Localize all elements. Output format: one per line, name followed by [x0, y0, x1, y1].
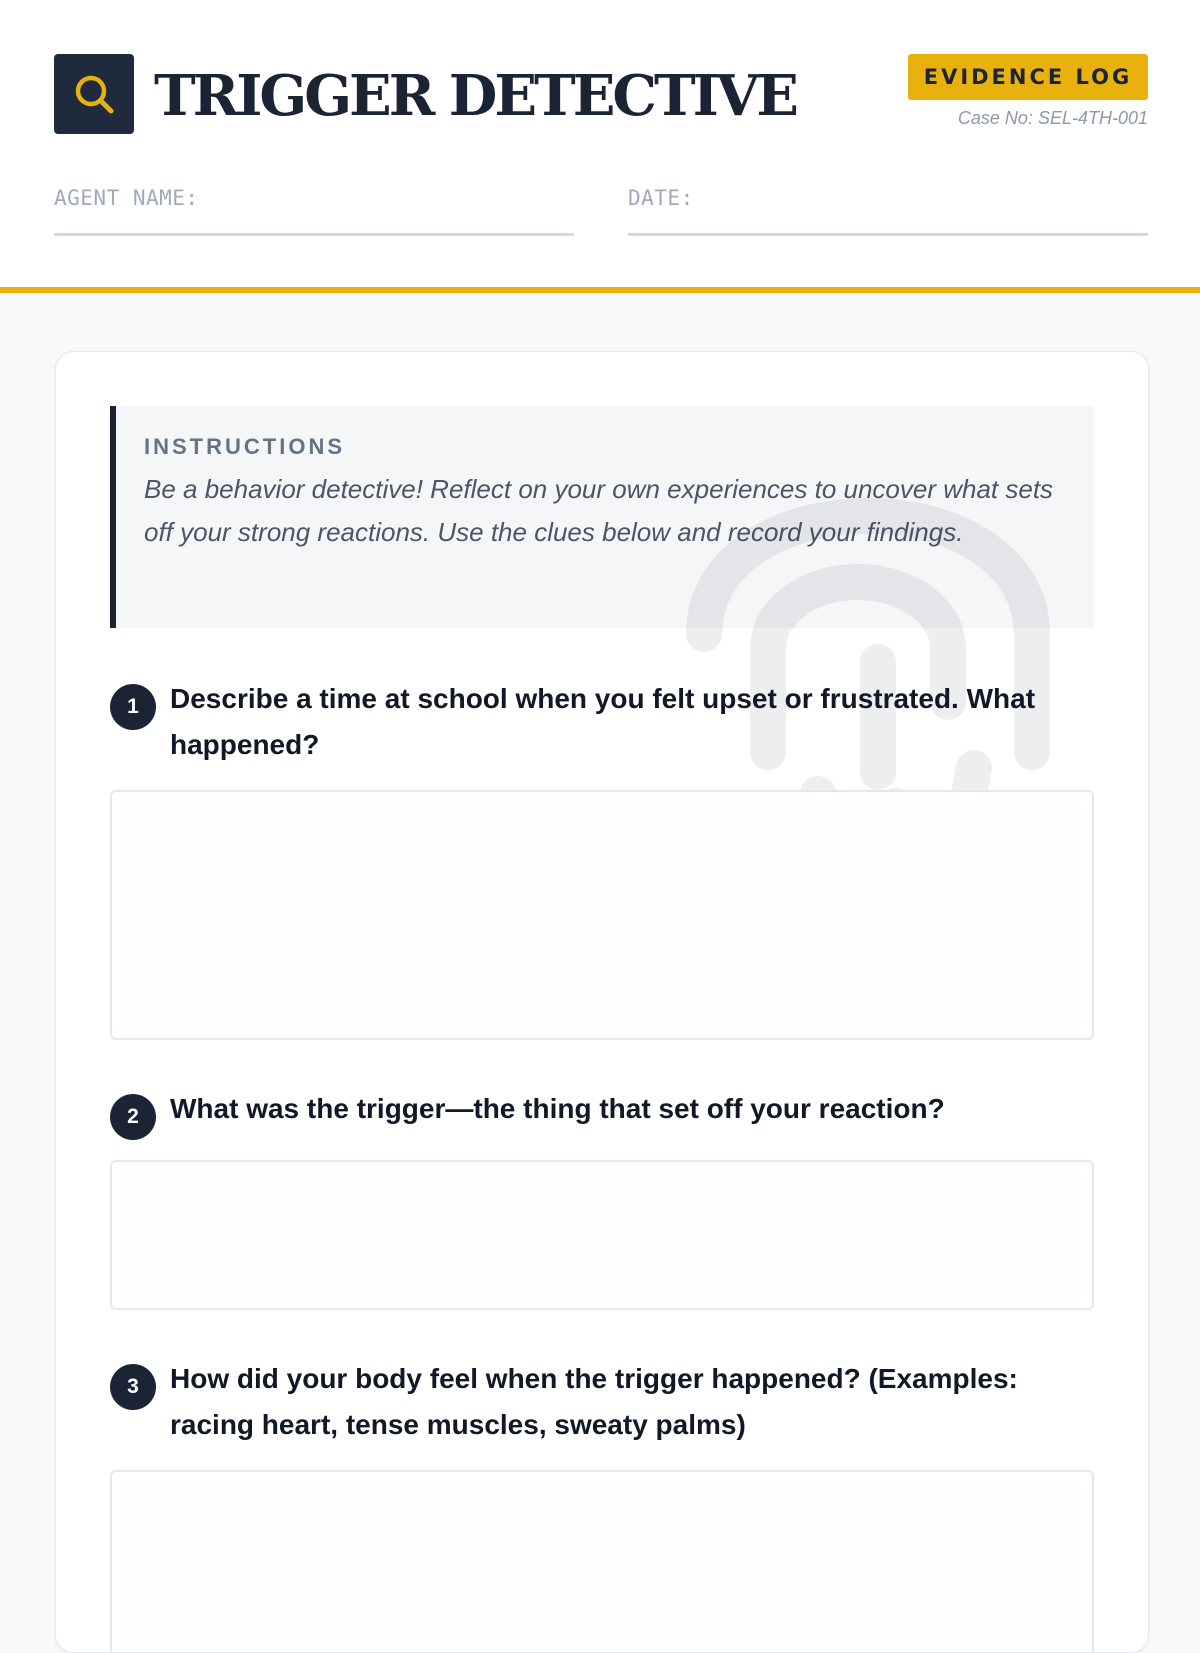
- agent-name-label: AGENT NAME:: [54, 186, 199, 210]
- question-number-2: 2: [110, 1094, 156, 1140]
- question-text-2: What was the trigger—the thing that set off your reaction?: [170, 1093, 945, 1124]
- answer-box-2[interactable]: [110, 1160, 1094, 1310]
- date-label: DATE:: [628, 186, 694, 210]
- date-field[interactable]: [628, 186, 1148, 236]
- page-title: TRIGGER DETECTIVE: [154, 63, 796, 129]
- question-number-1: 1: [110, 684, 156, 730]
- evidence-log-badge: EVIDENCE LOG: [908, 54, 1148, 100]
- case-number: Case No: SEL-4TH-001: [957, 108, 1148, 128]
- instructions-text: Be a behavior detective! Reflect on your own experiences to uncover what sets off your strong reactions. Use the clues below and record your findings.: [144, 474, 1054, 547]
- answer-box-3[interactable]: [110, 1470, 1094, 1653]
- logo-badge: [54, 54, 134, 134]
- answer-box-1[interactable]: [110, 790, 1094, 1040]
- instructions-box: [110, 406, 1094, 628]
- instructions-title: INSTRUCTIONS: [144, 434, 345, 459]
- worksheet-card: [55, 351, 1149, 1653]
- question-number-3: 3: [110, 1364, 156, 1410]
- question-text-3: How did your body feel when the trigger happened? (Examples: racing heart, tense muscles, sweaty palms): [170, 1363, 1018, 1440]
- magnifier-icon: [70, 70, 118, 118]
- question-text-1: Describe a time at school when you felt upset or frustrated. What happened?: [170, 683, 1036, 760]
- agent-name-field[interactable]: [54, 186, 574, 236]
- page-header: [0, 0, 1200, 293]
